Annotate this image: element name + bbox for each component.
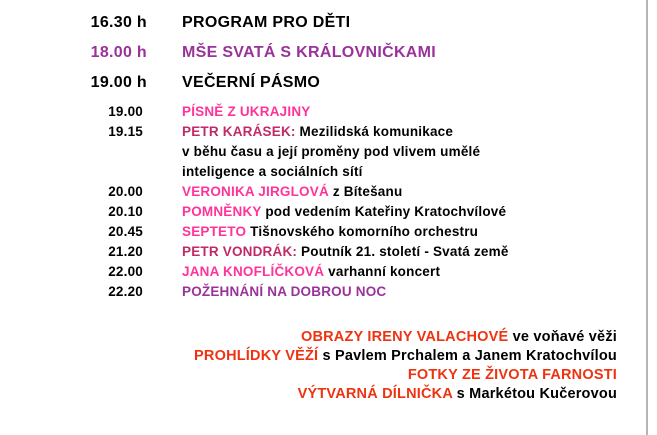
footer-line <box>40 347 617 366</box>
footer-line <box>40 328 617 347</box>
footer-line <box>40 385 617 404</box>
schedule-row <box>0 122 640 142</box>
event-description <box>182 282 386 302</box>
event-text-segment: Mezilidská komunikace <box>295 124 454 139</box>
event-text-segment: inteligence a sociálních sítí <box>182 164 363 179</box>
time-label: 20.45 <box>108 224 143 239</box>
event-text-segment: v běhu času a její proměny pod vlivem umělé <box>182 144 481 159</box>
schedule-row <box>0 182 640 202</box>
event-description <box>182 68 320 98</box>
event-text-segment: PÍSNĚ Z UKRAJINY <box>182 104 311 119</box>
event-text-segment: PROHLÍDKY VĚŽÍ <box>194 348 319 364</box>
event-text-segment: VEČERNÍ PÁSMO <box>182 74 321 91</box>
footer-line <box>40 366 617 385</box>
event-description <box>182 142 480 162</box>
time-label: 20.00 <box>108 184 143 199</box>
event-description <box>182 102 310 122</box>
event-text-segment: s Pavlem Prchalem a Janem Kratochvílou <box>318 348 617 364</box>
time-label: 20.10 <box>108 204 143 219</box>
event-text-segment: PETR KARÁSEK: <box>182 124 296 139</box>
time-label: 22.00 <box>108 264 143 279</box>
event-text-segment: varhanní koncert <box>324 264 441 279</box>
event-text-segment: PROGRAM PRO DĚTI <box>182 14 351 31</box>
event-description <box>182 122 453 142</box>
time-label: 18.00 h <box>90 44 147 61</box>
schedule-row <box>0 162 640 182</box>
time-label: 22.20 <box>108 284 143 299</box>
schedule-row <box>0 222 640 242</box>
event-text-segment: s Markétou Kučerovou <box>452 386 617 402</box>
event-text-segment: POŽEHNÁNÍ NA DOBROU NOC <box>182 284 387 299</box>
event-text-segment: Poutník 21. století - Svatá země <box>297 244 509 259</box>
event-description <box>182 242 509 262</box>
event-description <box>182 182 402 202</box>
time-label: 16.30 h <box>90 14 147 31</box>
event-text-segment: FOTKY ZE ŽIVOTA FARNOSTI <box>407 367 617 383</box>
event-text-segment: Tišnovského komorního orchestru <box>246 224 479 239</box>
schedule-row <box>0 262 640 282</box>
event-description <box>182 202 506 222</box>
schedule-row <box>0 242 640 262</box>
time-label: 21.20 <box>108 244 143 259</box>
event-description <box>182 262 440 282</box>
schedule-row <box>0 68 640 98</box>
schedule-row <box>0 202 640 222</box>
event-description <box>182 162 363 182</box>
event-description <box>182 8 350 38</box>
event-description <box>182 38 436 68</box>
event-text-segment: z Bítešanu <box>328 184 403 199</box>
time-label: 19.00 <box>108 104 143 119</box>
event-text-segment: VERONIKA JIRGLOVÁ <box>182 184 329 199</box>
event-text-segment: VÝTVARNÁ DÍLNIČKA <box>297 386 453 402</box>
event-text-segment: pod vedením Kateřiny Kratochvílové <box>261 204 507 219</box>
event-text-segment: PETR VONDRÁK: <box>182 244 298 259</box>
schedule-row <box>0 102 640 122</box>
schedule-row <box>0 142 640 162</box>
event-text-segment: POMNĚNKY <box>182 204 262 219</box>
footer-announcements <box>40 328 617 404</box>
event-text-segment: JANA KNOFLÍČKOVÁ <box>182 264 325 279</box>
program-schedule <box>0 8 640 302</box>
page-edge-line <box>646 0 648 435</box>
schedule-sub-rows <box>0 102 640 302</box>
schedule-main-rows <box>0 8 640 98</box>
event-text-segment: SEPTETO <box>182 224 247 239</box>
event-text-segment: MŠE SVATÁ S KRÁLOVNIČKAMI <box>182 44 437 61</box>
schedule-row <box>0 38 640 68</box>
event-description <box>182 222 478 242</box>
time-label: 19.00 h <box>90 74 147 91</box>
schedule-row <box>0 282 640 302</box>
event-text-segment: ve voňavé věži <box>508 329 617 345</box>
time-label: 19.15 <box>108 124 143 139</box>
schedule-row <box>0 8 640 38</box>
event-text-segment: OBRAZY IRENY VALACHOVÉ <box>300 329 509 345</box>
